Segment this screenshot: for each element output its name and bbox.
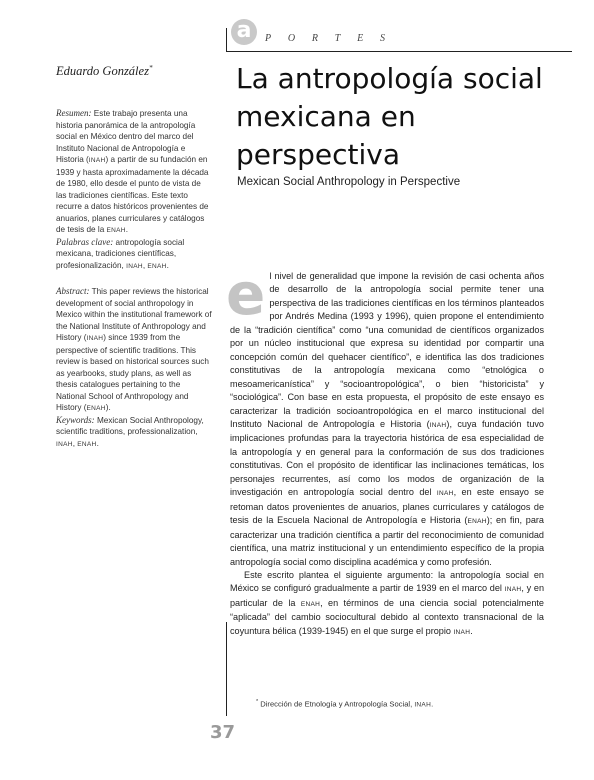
section-horizontal-rule [226, 51, 572, 52]
footnote-mark: * [256, 699, 259, 705]
drop-cap: e [226, 260, 266, 328]
article-subtitle: Mexican Social Anthropology in Perspective [237, 176, 461, 188]
page-number: 37 [210, 722, 236, 743]
section-vertical-rule-top [226, 28, 227, 52]
abstract-label: Abstract: [56, 286, 90, 296]
section-letter: S [379, 33, 385, 44]
section-letter: R [311, 33, 318, 44]
article-body [226, 260, 544, 639]
footnote: * Dirección de Etnología y Antropología Social, INAH. [256, 699, 434, 709]
section-letter: T [334, 33, 341, 44]
keywords-label: Keywords: [56, 414, 95, 425]
keywords-label: Palabras clave: [56, 236, 114, 247]
abstract-spanish: Resumen: Este trabajo presenta una historia panorámica de la antropología social en México dentro del marco del Instituto Nacional de Antropología e Historia (INAH) a partir de su fundación en 1939 y hasta aproximadamente la década de 1980, ello desde el punto de vista de las tradiciones científicas. Este texto recurre a datos históricos provenientes de anuarios, planes curriculares y catálogos de tesis de la ENAH. Palabras clave: antropología social mexicana, tradiciones científicas, profesionalización, INAH, ENAH. [56, 108, 209, 270]
abstract-label: Resumen: [56, 108, 92, 118]
section-letter: P [265, 33, 272, 44]
body-paragraph: Este escrito plantea el siguiente argumento: la antropología social en México se configuró gradualmente a partir de 1939 en el marco del INAH, y en particular de la ENAH, en términos de una ciencia social potencialmente “aplicada” del cambio sociocultural debido al contexto transnacional de la coyuntura bélica (1939-1945) en el que surge el propio INAH. [230, 569, 544, 636]
section-letter: E [357, 33, 364, 44]
section-heading [265, 33, 385, 44]
abstract-english: Abstract: This paper reviews the historical development of social anthropology in Mexico within the institutional framework of the National Institute of Anthropology and History (INAH) since 1939 from the perspective of scientific traditions. This review is based on historical sources such as yearbooks, study plans, as well as thesis catalogues pertaining to the National School of Anthropology and History (ENAH). Keywords: Mexican Social Anthropology, scientific traditions, professionalization, INAH, ENAH. [56, 286, 212, 448]
article-title: La antropología social mexicana en perspectiva [236, 62, 543, 171]
section-vertical-rule-bottom [226, 622, 227, 716]
author-footnote-mark: * [148, 64, 153, 72]
author-name: Eduardo González* [56, 64, 153, 79]
section-logo-icon: a [231, 19, 257, 45]
section-letter: O [287, 33, 296, 44]
body-paragraph: el nivel de generalidad que impone la revisión de casi ochenta años de desarrollo de la antropología social permite tener una perspectiva de las tradiciones científicas en los términos planteados por Andrés Medina (1993 y 1996), quien propone el entendimiento de la “tradición científica” como “una comunidad de científicos organizados por un núcleo institucional que expresa su identidad por compartir una concepción común del quehacer científico”, e identifica las dos tradiciones constitutivas de la antropología mexicana como “etnológica o mesoamericanística” y “socioantropológica”, o bien “historicista” y “sociológica”. Con base en esta propuesta, el propósito de este ensayo es caracterizar la tradición socioantropológica en el marco institucional del Instituto Nacional de Antropología e Historia (INAH), cuya fundación tuvo implicaciones profundas para la trayectoria histórica de esa especialidad de la antropología y en general para la conformación de sus dos tradiciones constitutivas. Con el propósito de identificar las inclinaciones temáticas, los personajes recurrentes, así como los modos de organización de la investigación en antropología social dentro del INAH, en este ensayo se retoman datos provenientes de anuarios, planes curriculares y catálogos de tesis de la Escuela Nacional de Antropología e Historia (ENAH); en fin, para caracterizar una tradición científica a partir del reconocimiento de comunidad científica, una matriz institucional y un entendimiento específico de la propia antropología social como disciplina académica y como profesión. [226, 260, 544, 567]
